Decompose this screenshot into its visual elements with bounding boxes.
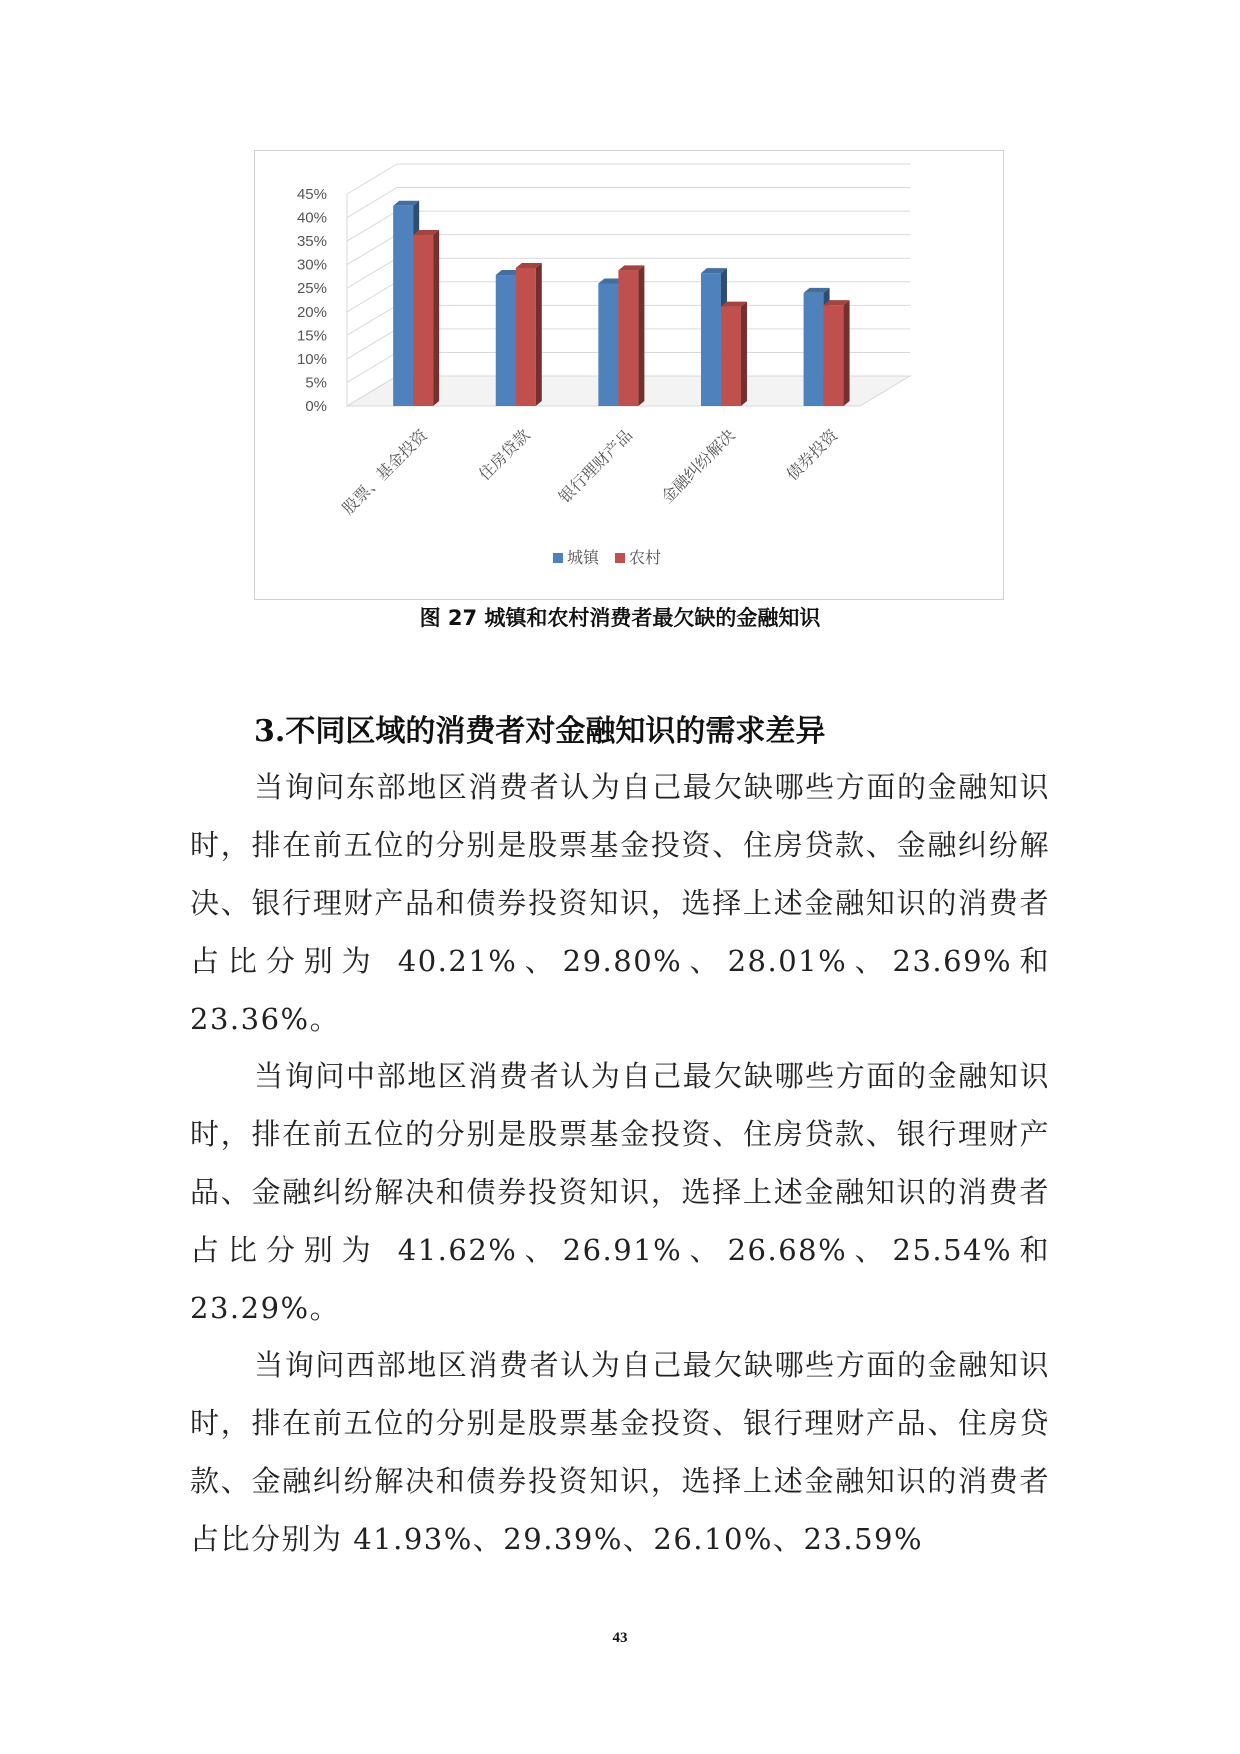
gridline-slant <box>347 258 397 288</box>
x-category-label: 银行理财产品 <box>554 425 637 507</box>
bar-side <box>638 265 644 406</box>
paragraph-text: 当询问西部地区消费者认为自己最欠缺哪些方面的金融知识时，排在前五位的分别是股票基金投资、银行理财产品、住房贷款、金融纠纷解决和债券投资知识，选择上述金融知识的消费者占比分别为 41.93%、29.39%、26.10%、23.59% <box>190 1348 1050 1556</box>
paragraph-west <box>190 1336 1050 1568</box>
bar-urban <box>598 284 618 406</box>
bar-side <box>741 302 747 406</box>
bar-urban <box>701 273 721 406</box>
bar-urban <box>393 206 413 406</box>
x-category-label: 住房贷款 <box>474 425 534 485</box>
paragraph-text: 当询问中部地区消费者认为自己最欠缺哪些方面的金融知识时，排在前五位的分别是股票基金投资、住房贷款、银行理财产品、金融纠纷解决和债券投资知识，选择上述金融知识的消费者占比分别为 41.62%、26.91%、26.68%、25.54%和 23.29%。 <box>190 1059 1050 1325</box>
y-tick-label: 25% <box>296 280 327 298</box>
bar-rural <box>516 268 536 406</box>
figure-caption: 图 27 城镇和农村消费者最欠缺的金融知识 <box>419 606 821 630</box>
bar-rural <box>824 305 844 406</box>
y-tick-label: 30% <box>296 256 327 274</box>
gridline-slant <box>347 305 397 335</box>
y-tick-label: 35% <box>296 233 327 251</box>
bar-urban <box>804 293 824 406</box>
y-tick-label: 0% <box>305 398 327 415</box>
y-tick-label: 10% <box>296 350 327 368</box>
bar-rural <box>618 270 638 406</box>
paragraph-east <box>190 758 1050 1048</box>
paragraph-text: 当询问东部地区消费者认为自己最欠缺哪些方面的金融知识时，排在前五位的分别是股票基金投资、住房贷款、金融纠纷解决、银行理财产品和债券投资知识，选择上述金融知识的消费者占比分别为 40.21%、29.80%、28.01%、23.69%和 23.36%。 <box>190 770 1050 1036</box>
x-category-label: 金融纠纷解决 <box>657 425 739 507</box>
gridline-slant <box>347 164 397 194</box>
bar-side <box>536 263 542 406</box>
chart-container <box>254 150 1004 600</box>
legend-label: 城镇 <box>567 548 600 567</box>
bar-side <box>844 300 850 406</box>
bar-chart <box>255 151 1003 599</box>
bar-urban <box>496 275 516 406</box>
bar-rural <box>413 235 433 406</box>
bar-rural <box>721 307 741 406</box>
x-category-label: 股票、基金投资 <box>338 425 431 519</box>
bar-side <box>433 230 439 406</box>
y-tick-label: 40% <box>296 209 327 227</box>
gridline-slant <box>347 235 397 265</box>
section-heading: 3.不同区域的消费者对金融知识的需求差异 <box>254 714 826 749</box>
y-tick-label: 20% <box>296 303 327 321</box>
x-category-label: 债券投资 <box>782 425 842 485</box>
legend-swatch <box>553 553 563 563</box>
paragraph-central <box>190 1047 1050 1337</box>
gridline-slant <box>347 211 397 241</box>
gridline-slant <box>347 188 397 218</box>
legend-label: 农村 <box>629 548 662 567</box>
gridline-slant <box>347 329 397 359</box>
y-tick-label: 45% <box>296 186 327 203</box>
page-number: 43 <box>612 1630 628 1646</box>
gridline-slant <box>347 352 397 382</box>
y-tick-label: 15% <box>296 327 327 345</box>
gridline-slant <box>347 282 397 312</box>
legend-swatch <box>615 553 625 563</box>
y-tick-label: 5% <box>305 374 327 392</box>
